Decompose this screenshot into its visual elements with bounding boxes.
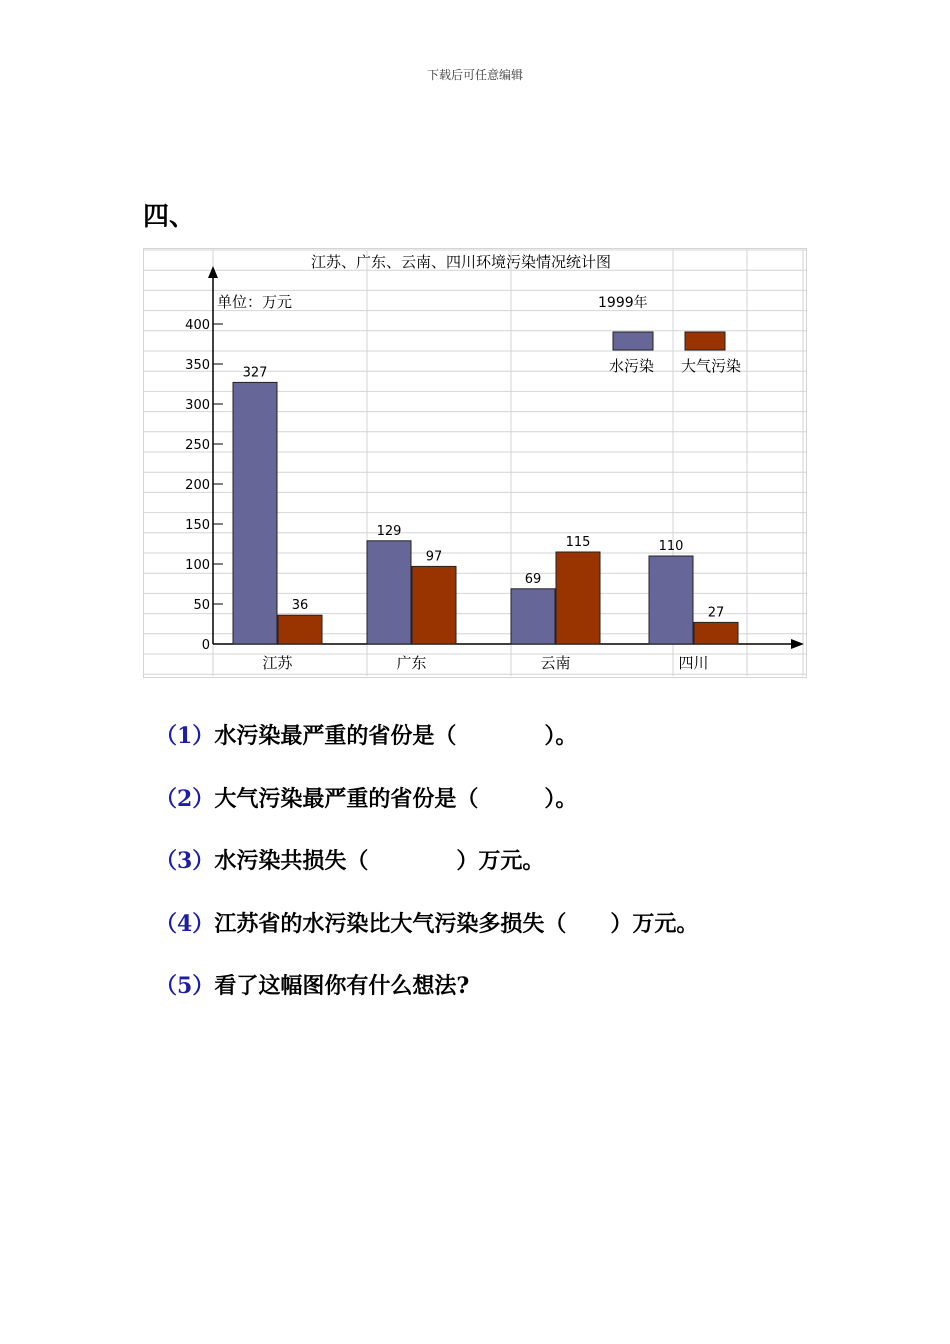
- legend-swatch: [685, 332, 725, 350]
- data-label: 110: [658, 539, 684, 554]
- chart-svg: [143, 248, 807, 678]
- x-tick-label: 云南: [540, 654, 571, 672]
- question-text: 水污染共损失（ ）万元。: [214, 848, 545, 874]
- y-tick-label: 50: [193, 598, 210, 613]
- question-number: （4）: [155, 910, 215, 937]
- question-number: （1）: [155, 723, 215, 749]
- question-1: [155, 718, 855, 781]
- question-text: 大气污染最严重的省份是（ ）。: [214, 785, 578, 812]
- question-number: （5）: [155, 973, 215, 999]
- question-text: 看了这幅图你有什么想法?: [214, 973, 470, 999]
- data-label: 69: [524, 571, 542, 587]
- bar: [233, 382, 277, 644]
- x-axis-arrow: [791, 639, 804, 649]
- y-tick-label: 0: [201, 638, 210, 653]
- bar: [649, 556, 693, 644]
- data-label: 97: [425, 549, 443, 565]
- header-note: 下载后可任意编辑: [426, 68, 523, 82]
- question-number: （2）: [155, 785, 215, 812]
- y-tick-label: 400: [185, 318, 210, 333]
- y-tick-label: 250: [185, 438, 210, 453]
- question-4: [155, 906, 855, 969]
- data-label: 115: [565, 535, 591, 550]
- question-text: 江苏省的水污染比大气污染多损失（ ）万元。: [214, 910, 699, 937]
- year-label: 1999年: [598, 295, 648, 311]
- legend-label: 大气污染: [681, 357, 742, 375]
- question-2: [155, 781, 855, 844]
- data-label: 36: [291, 598, 309, 614]
- bar: [556, 552, 600, 644]
- chart-title: 江苏、广东、云南、四川环境污染情况统计图: [310, 253, 612, 271]
- section-title: 四、: [143, 202, 196, 232]
- bar: [412, 566, 456, 644]
- x-tick-label: 四川: [678, 654, 709, 672]
- bar: [367, 541, 411, 644]
- unit-label: 单位：万元: [217, 293, 293, 311]
- question-list: [155, 718, 855, 1031]
- y-tick-label: 150: [185, 518, 210, 533]
- bar: [694, 622, 738, 644]
- y-tick-label: 200: [185, 478, 210, 493]
- x-tick-label: 广东: [396, 654, 427, 672]
- bar: [278, 615, 322, 644]
- y-tick-label: 350: [185, 358, 210, 373]
- question-5: [155, 968, 855, 1031]
- question-3: [155, 843, 855, 906]
- y-tick-label: 300: [185, 398, 210, 413]
- question-text: 水污染最严重的省份是（ ）。: [214, 723, 578, 749]
- data-label: 327: [242, 365, 268, 381]
- question-number: （3）: [155, 848, 215, 874]
- legend-label: 水污染: [609, 357, 655, 375]
- x-tick-label: 江苏: [262, 654, 293, 672]
- y-tick-label: 100: [185, 558, 210, 573]
- bar: [511, 589, 555, 644]
- data-label: 27: [707, 605, 725, 621]
- y-axis-arrow: [208, 266, 218, 278]
- pollution-chart: [143, 248, 807, 678]
- data-label: 129: [376, 523, 402, 539]
- legend-swatch: [613, 332, 653, 350]
